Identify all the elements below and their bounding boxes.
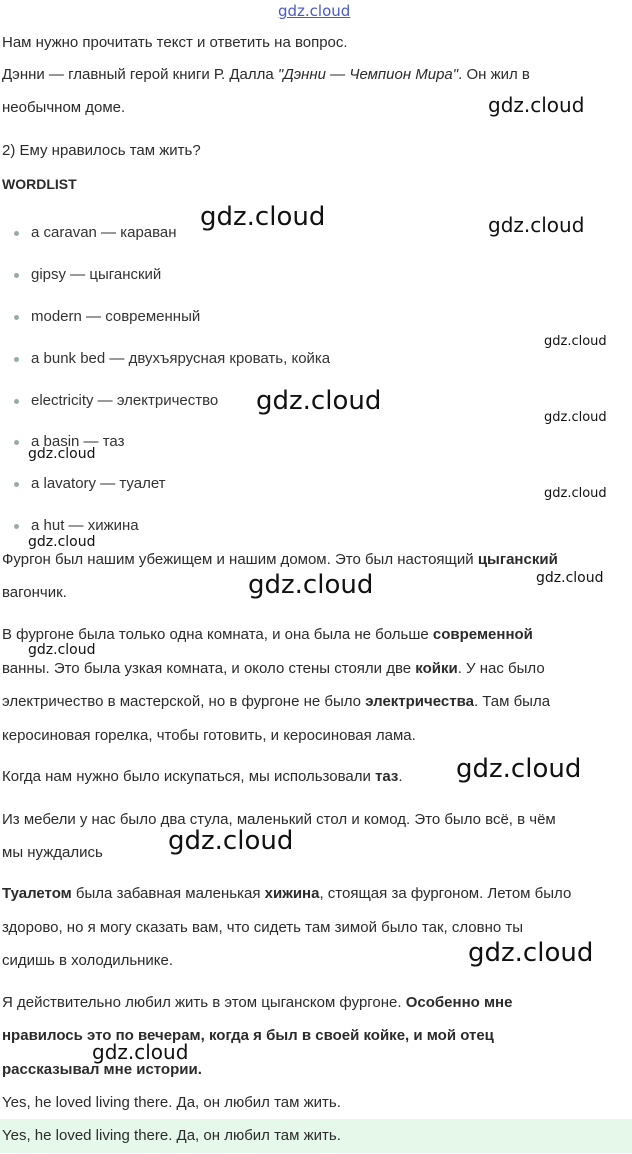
bullet-icon	[14, 357, 19, 362]
answer-box-text: Yes, he loved living there. Да, он любил там жить.	[2, 1127, 341, 1144]
watermark: gdz.cloud	[28, 642, 96, 658]
highlight-word: койки	[415, 660, 458, 677]
list-item	[14, 266, 161, 283]
watermark: gdz.cloud	[544, 334, 607, 349]
paragraph-line	[2, 884, 571, 904]
question-text: 2) Ему нравилось там жить?	[2, 142, 201, 159]
list-item-label: a basin — таз	[31, 433, 125, 450]
watermark: gdz.cloud	[468, 938, 594, 968]
highlight-word: Особенно мне	[405, 994, 513, 1011]
highlight-word: электричества	[365, 693, 474, 710]
highlight-word: цыганский	[477, 551, 558, 568]
watermark: gdz.cloud	[488, 93, 585, 117]
answer-box	[0, 1119, 632, 1153]
paragraph-line: здорово, но я могу сказать вам, что сидеть там зимой было так, словно ты	[2, 919, 524, 936]
paragraph-line	[2, 692, 550, 712]
watermark: gdz.cloud	[536, 570, 604, 586]
text-segment: Я действительно любил жить в этом цыганском фургоне.	[2, 994, 406, 1011]
bullet-icon	[14, 315, 19, 320]
watermark: gdz.cloud	[544, 486, 607, 501]
list-item-label: a bunk bed — двухъярусная кровать, койка	[31, 350, 331, 367]
text-segment: .	[398, 768, 403, 785]
paragraph-line	[2, 625, 533, 645]
paragraph-line	[2, 993, 512, 1013]
watermark: gdz.cloud	[256, 386, 382, 416]
watermark-link[interactable]: gdz.cloud	[278, 2, 351, 20]
list-item-label: gipsy — цыганский	[31, 266, 162, 283]
wordlist-header: WORDLIST	[2, 176, 77, 192]
highlight-word: таз	[375, 768, 399, 785]
text-segment: ванны. Это была узкая комната, и около стены стояли две	[2, 660, 416, 677]
watermark: gdz.cloud	[28, 446, 96, 462]
list-item	[14, 475, 166, 492]
watermark: gdz.cloud	[488, 213, 585, 237]
bullet-icon	[14, 273, 19, 278]
watermark: gdz.cloud	[28, 534, 96, 550]
list-item-label: electricity — электричество	[31, 392, 219, 409]
highlight-word: Туалетом	[2, 885, 72, 902]
book-title: "Дэнни — Чемпион Мира"	[277, 66, 459, 83]
paragraph-line: вагончик.	[2, 584, 67, 601]
highlight-word: рассказывал мне истории.	[2, 1061, 202, 1078]
text-segment: . У нас было	[457, 660, 545, 677]
paragraph-line: сидишь в холодильнике.	[2, 952, 174, 969]
text-segment: В фургоне была только одна комната, и она была не больше	[2, 626, 433, 643]
text-segment: , стоящая за фургоном. Летом было	[319, 885, 572, 902]
paragraph-line	[2, 1026, 494, 1046]
text-segment: была забавная маленькая	[71, 885, 265, 902]
bullet-icon	[14, 482, 19, 487]
watermark: gdz.cloud	[92, 1040, 189, 1064]
watermark: gdz.cloud	[248, 570, 374, 600]
list-item-label: modern — современный	[31, 308, 201, 325]
list-item	[14, 392, 218, 409]
text-segment: Фургон был нашим убежищем и нашим домом. Это был настоящий	[2, 551, 478, 568]
watermark: gdz.cloud	[200, 202, 326, 232]
highlight-word: хижина	[264, 885, 320, 902]
list-item	[14, 433, 124, 450]
paragraph-line	[2, 659, 545, 679]
watermark: gdz.cloud	[544, 410, 607, 425]
text-segment: Когда нам нужно было искупаться, мы использовали	[2, 768, 376, 785]
highlight-word: современной	[432, 626, 533, 643]
list-item-label: a lavatory — туалет	[31, 475, 166, 492]
list-item	[14, 350, 330, 367]
paragraph-line: керосиновая горелка, чтобы готовить, и керосиновая лама.	[2, 727, 416, 744]
text-segment: . Там была	[473, 693, 551, 710]
highlight-word: нравилось это по вечерам, когда я был в своей койке, и мой отец	[2, 1027, 494, 1044]
text-segment: . Он жил в	[458, 66, 530, 83]
list-item-label: a hut — хижина	[31, 517, 139, 534]
bullet-icon	[14, 524, 19, 529]
paragraph-line	[2, 1060, 202, 1080]
text-segment: Дэнни — главный герой книги Р. Далла	[2, 66, 278, 83]
text-segment: электричество в мастерской, но в фургоне не было	[2, 693, 366, 710]
bullet-icon	[14, 440, 19, 445]
list-item	[14, 308, 200, 325]
paragraph-line: Из мебели у нас было два стула, маленький стол и комод. Это было всё, в чём	[2, 811, 556, 828]
answer-text: Yes, he loved living there. Да, он любил там жить.	[2, 1094, 341, 1111]
intro-line: необычном доме.	[2, 99, 126, 116]
paragraph-line: мы нуждались	[2, 844, 103, 861]
watermark: gdz.cloud	[168, 826, 294, 856]
paragraph-line	[2, 767, 403, 787]
intro-line	[2, 65, 530, 85]
list-item-label: a caravan — караван	[31, 224, 177, 241]
list-item	[14, 224, 177, 241]
intro-text: Нам нужно прочитать текст и ответить на вопрос.	[2, 34, 348, 51]
bullet-icon	[14, 231, 19, 236]
paragraph-line	[2, 550, 558, 570]
watermark: gdz.cloud	[456, 754, 582, 784]
bullet-icon	[14, 399, 19, 404]
list-item	[14, 517, 139, 534]
